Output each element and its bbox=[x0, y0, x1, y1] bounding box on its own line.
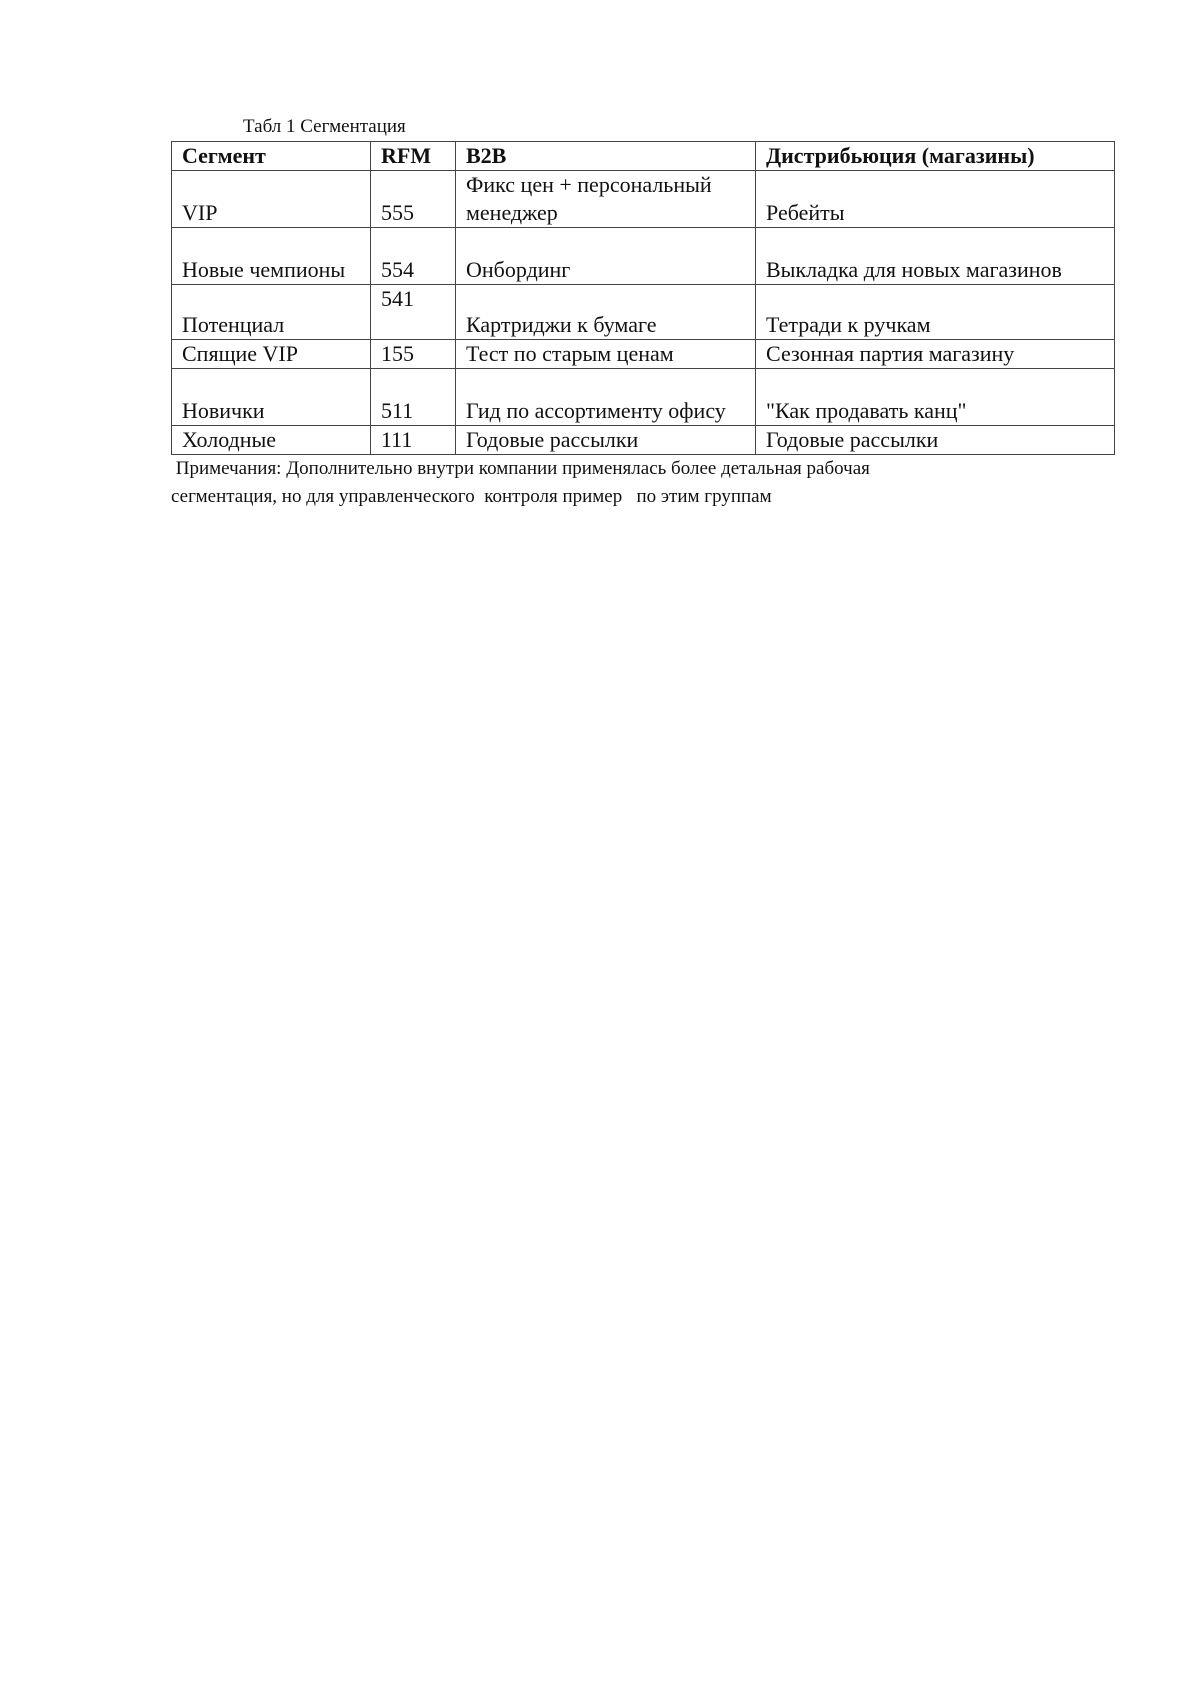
cell-distribution: Годовые рассылки bbox=[756, 426, 1115, 455]
header-rfm: RFM bbox=[371, 142, 456, 171]
table-row bbox=[172, 369, 1115, 426]
cell-distribution: Тетради к ручкам bbox=[756, 285, 1115, 340]
table-header-row bbox=[172, 142, 1115, 171]
cell-b2b: Годовые рассылки bbox=[456, 426, 756, 455]
cell-segment: VIP bbox=[172, 171, 371, 228]
cell-distribution: Ребейты bbox=[756, 171, 1115, 228]
cell-rfm: 111 bbox=[371, 426, 456, 455]
header-segment: Сегмент bbox=[172, 142, 371, 171]
cell-rfm: 555 bbox=[371, 171, 456, 228]
cell-rfm: 155 bbox=[371, 340, 456, 369]
table-note bbox=[171, 455, 1071, 511]
cell-segment: Холодные bbox=[172, 426, 371, 455]
cell-rfm: 554 bbox=[371, 228, 456, 285]
table-row bbox=[172, 426, 1115, 455]
cell-b2b: Фикс цен + персональный менеджер bbox=[456, 171, 756, 228]
cell-rfm: 511 bbox=[371, 369, 456, 426]
table-caption: Табл 1 Сегментация bbox=[243, 116, 406, 137]
cell-distribution: Сезонная партия магазину bbox=[756, 340, 1115, 369]
cell-rfm: 541 bbox=[371, 285, 456, 340]
table-row bbox=[172, 340, 1115, 369]
cell-distribution: "Как продавать канц" bbox=[756, 369, 1115, 426]
cell-distribution: Выкладка для новых магазинов bbox=[756, 228, 1115, 285]
segmentation-table bbox=[171, 141, 1115, 455]
cell-segment: Потенциал bbox=[172, 285, 371, 340]
note-line-1: Примечания: Дополнительно внутри компании применялась более детальная рабочая bbox=[171, 458, 870, 479]
cell-b2b: Картриджи к бумаге bbox=[456, 285, 756, 340]
cell-segment: Новые чемпионы bbox=[172, 228, 371, 285]
cell-segment: Новички bbox=[172, 369, 371, 426]
table-row bbox=[172, 171, 1115, 228]
header-b2b: B2B bbox=[456, 142, 756, 171]
table-row bbox=[172, 285, 1115, 340]
cell-segment: Спящие VIP bbox=[172, 340, 371, 369]
cell-b2b: Онбординг bbox=[456, 228, 756, 285]
cell-b2b: Тест по старым ценам bbox=[456, 340, 756, 369]
note-line-2: сегментация, но для управленческого контроля пример по этим группам bbox=[171, 486, 772, 507]
header-distribution: Дистрибьюция (магазины) bbox=[756, 142, 1115, 171]
cell-b2b: Гид по ассортименту офису bbox=[456, 369, 756, 426]
table-row bbox=[172, 228, 1115, 285]
